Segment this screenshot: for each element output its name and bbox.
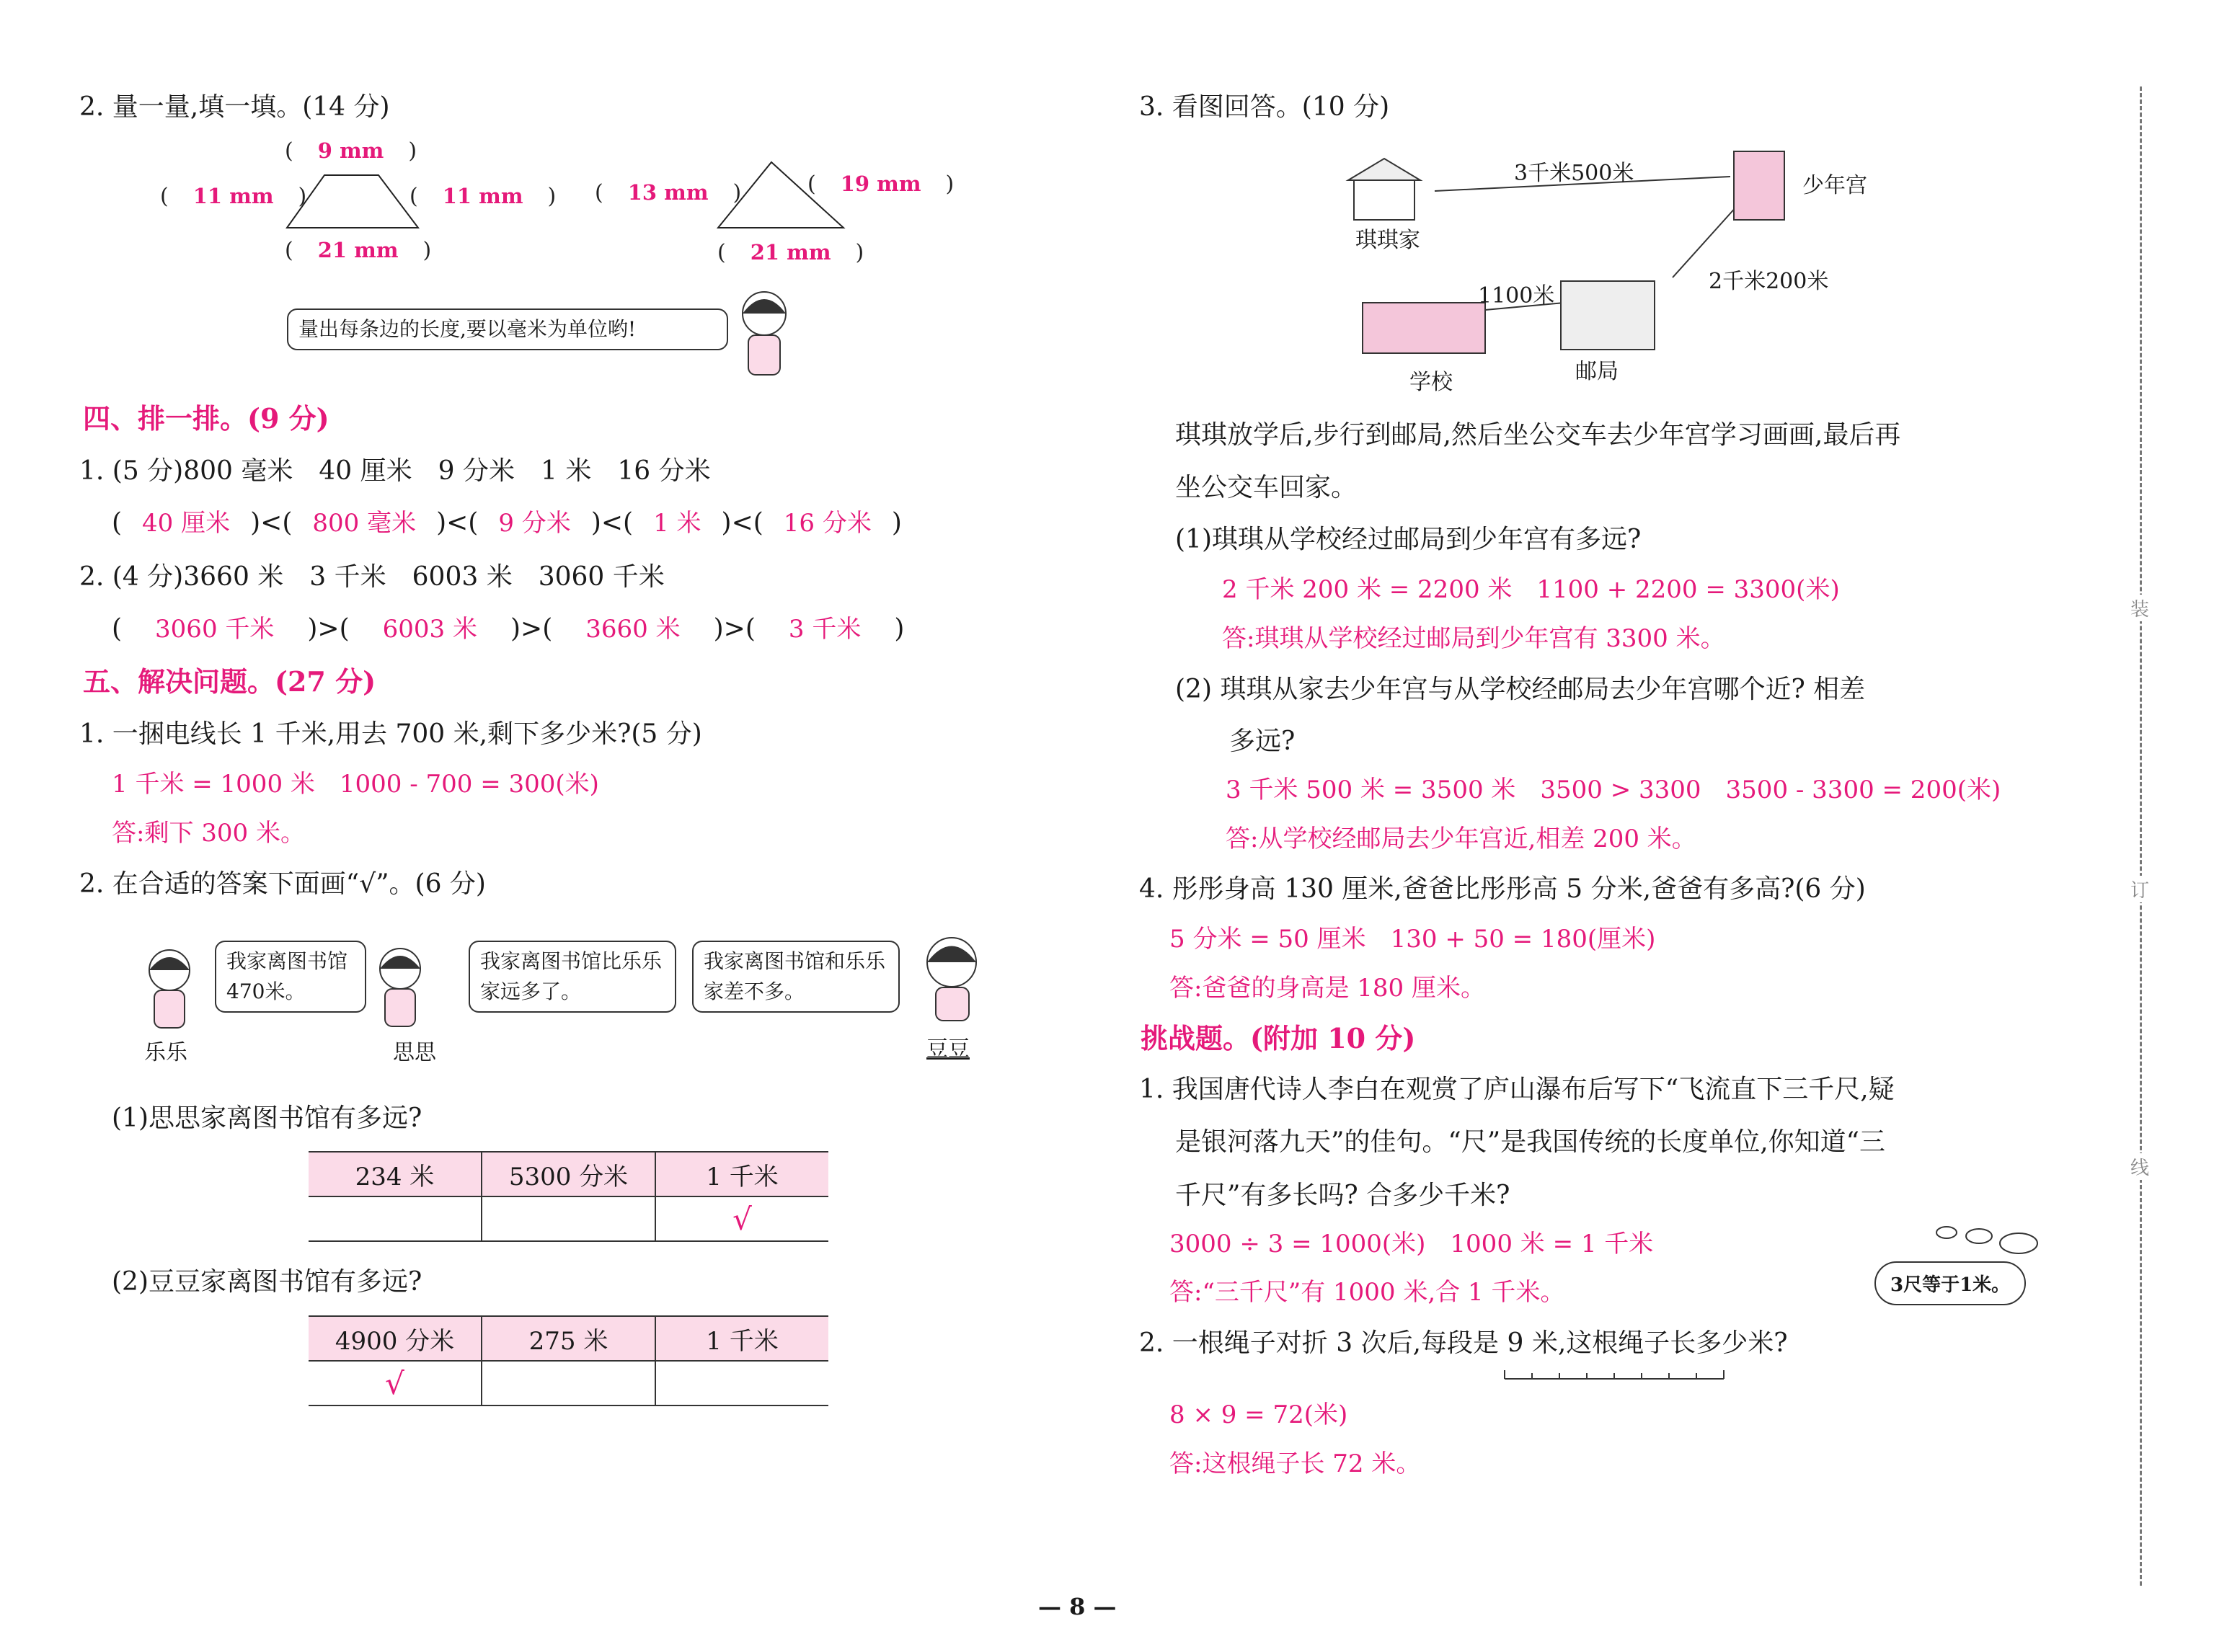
name-doudou: 豆豆 xyxy=(926,1036,970,1062)
tri-left-blank: ( 13 mm ) xyxy=(595,180,742,205)
lele-bubble: 我家离图书馆470米。 xyxy=(215,941,366,1013)
trap-right-blank: ( 11 mm ) xyxy=(409,184,557,209)
q4-title: 4. 彤彤身高 130 厘米,爸爸比彤彤高 5 分米,爸爸有多高?(6 分) xyxy=(1139,874,1866,904)
page-number: — 8 — xyxy=(1038,1593,1117,1620)
q4-answer2: 答:爸爸的身高是 180 厘米。 xyxy=(1169,974,1485,1003)
q3-sub2-line2: 多远? xyxy=(1229,727,1296,756)
sec4-q2: 2. (4 分)3660 米 3 千米 6003 米 3060 千米 xyxy=(79,562,665,592)
challenge-q1-line3: 千尺”有多长吗? 合多少千米? xyxy=(1175,1181,1510,1210)
table-sisi xyxy=(309,1151,828,1242)
table-doudou xyxy=(309,1315,828,1406)
label-home: 琪琪家 xyxy=(1355,228,1420,253)
check-mark: √ xyxy=(732,1201,752,1237)
table-cell: 4900 分米 xyxy=(309,1316,482,1361)
challenge-q2-answer2: 答:这根绳子长 72 米。 xyxy=(1169,1449,1421,1478)
table-cell xyxy=(482,1196,655,1241)
table-cell xyxy=(482,1361,655,1405)
challenge-q1-line1: 1. 我国唐代诗人李白在观赏了庐山瀑布后写下“飞流直下三千尺,疑 xyxy=(1139,1075,1895,1104)
q3-sub2-answer2: 答:从学校经邮局去少年宫近,相差 200 米。 xyxy=(1226,825,1696,853)
name-lele: 乐乐 xyxy=(144,1040,187,1065)
tri-bottom-blank: ( 21 mm ) xyxy=(717,240,864,265)
distance-post-palace: 2千米200米 xyxy=(1709,269,1829,294)
table-cell: 234 米 xyxy=(309,1152,482,1196)
label-post: 邮局 xyxy=(1575,359,1619,384)
thought-dots xyxy=(1932,1222,2040,1258)
table-cell: 5300 分米 xyxy=(482,1152,655,1196)
challenge-q1-answer1: 3000 ÷ 3 = 1000(米) 1000 米 = 1 千米 xyxy=(1169,1230,1654,1258)
sisi-avatar xyxy=(368,943,433,1029)
margin-char-ding: 订 xyxy=(2130,876,2149,902)
distance-school-post: 1100米 xyxy=(1478,283,1555,308)
tri-right-blank: ( 19 mm ) xyxy=(807,172,955,197)
q3-text1: 琪琪放学后,步行到邮局,然后坐公交车去少年宫学习画画,最后再 xyxy=(1175,420,1901,450)
doudou-bubble: 我家离图书馆和乐乐家差不多。 xyxy=(692,941,900,1013)
challenge-q1-answer2: 答:“三千尺”有 1000 米,合 1 千米。 xyxy=(1169,1278,1565,1307)
q2-title: 2. 量一量,填一填。(14 分) xyxy=(79,92,390,122)
sec5-sub1: (1)思思家离图书馆有多远? xyxy=(112,1103,422,1133)
binding-line xyxy=(2140,86,2142,1586)
hint-cloud: 3尺等于1米。 xyxy=(1874,1261,2026,1305)
label-school: 学校 xyxy=(1409,370,1453,395)
q3-sub2-line1: (2) 琪琪从家去少年宫与从学校经邮局去少年宫哪个近? 相差 xyxy=(1175,675,1866,704)
q4-answer1: 5 分米 = 50 厘米 130 + 50 = 180(厘米) xyxy=(1169,925,1656,954)
challenge-title: 挑战题。(附加 10 分) xyxy=(1141,1022,1416,1054)
table-cell xyxy=(309,1196,482,1241)
section5-title: 五、解决问题。(27 分) xyxy=(83,665,376,698)
q3-sub2-answer1: 3 千米 500 米 = 3500 米 3500 > 3300 3500 - 3300 = 200(米) xyxy=(1226,776,2001,804)
q3-text2: 坐公交车回家。 xyxy=(1175,473,1358,502)
sec5-q1: 1. 一捆电线长 1 千米,用去 700 米,剩下多少米?(5 分) xyxy=(79,719,702,749)
q3-sub1: (1)琪琪从学校经过邮局到少年宫有多远? xyxy=(1175,525,1642,554)
distance-home-palace: 3千米500米 xyxy=(1514,161,1634,186)
sisi-bubble: 我家离图书馆比乐乐家远多了。 xyxy=(469,941,676,1013)
section4-title: 四、排一排。(9 分) xyxy=(83,402,329,435)
rope-diagram xyxy=(1503,1366,1727,1387)
sec4-q2-answer: ( 3060 千米 )>( 6003 米 )>( 3660 米 )>( 3 千米 ) xyxy=(112,614,905,644)
q3-sub1-answer2: 答:琪琪从学校经过邮局到少年宫有 3300 米。 xyxy=(1222,624,1725,653)
label-palace: 少年宫 xyxy=(1802,173,1867,198)
lele-avatar xyxy=(137,944,202,1031)
sec5-q2: 2. 在合适的答案下面画“√”。(6 分) xyxy=(79,869,486,899)
sec5-q1-answer1: 1 千米 = 1000 米 1000 - 700 = 300(米) xyxy=(112,770,599,799)
q3-title: 3. 看图回答。(10 分) xyxy=(1139,92,1390,122)
girl-avatar xyxy=(728,285,800,378)
challenge-q2-answer1: 8 × 9 = 72(米) xyxy=(1169,1400,1348,1429)
table-cell xyxy=(655,1361,828,1405)
table-cell xyxy=(309,1361,482,1405)
trap-bottom-blank: ( 21 mm ) xyxy=(285,238,432,263)
sec4-q1-answer: ( 40 厘米 )<( 800 毫米 )<( 9 分米 )<( 1 米 )<( 16 分米 ) xyxy=(112,508,902,538)
margin-char-zhuang: 装 xyxy=(2130,595,2149,621)
table-cell: 1 千米 xyxy=(655,1152,828,1196)
trap-left-blank: ( 11 mm ) xyxy=(160,184,307,209)
sec5-sub2: (2)豆豆家离图书馆有多远? xyxy=(112,1267,422,1297)
hint-bubble: 量出每条边的长度,要以毫米为单位哟! xyxy=(287,308,728,350)
trap-top-blank: ( 9 mm ) xyxy=(285,138,417,164)
q3-sub1-answer1: 2 千米 200 米 = 2200 米 1100 + 2200 = 3300(米) xyxy=(1222,575,1840,604)
sec4-q1: 1. (5 分)800 毫米 40 厘米 9 分米 1 米 16 分米 xyxy=(79,456,711,486)
table-cell: 275 米 xyxy=(482,1316,655,1361)
challenge-q1-line2: 是银河落九天”的佳句。“尺”是我国传统的长度单位,你知道“三 xyxy=(1175,1127,1886,1157)
check-mark: √ xyxy=(385,1365,404,1401)
doudou-avatar xyxy=(916,930,995,1023)
margin-char-xian: 线 xyxy=(2130,1153,2149,1180)
sec5-q1-answer2: 答:剩下 300 米。 xyxy=(112,819,305,848)
table-cell xyxy=(655,1196,828,1241)
table-cell: 1 千米 xyxy=(655,1316,828,1361)
challenge-q2: 2. 一根绳子对折 3 次后,每段是 9 米,这根绳子长多少米? xyxy=(1139,1328,1788,1358)
name-sisi: 思思 xyxy=(393,1040,436,1065)
